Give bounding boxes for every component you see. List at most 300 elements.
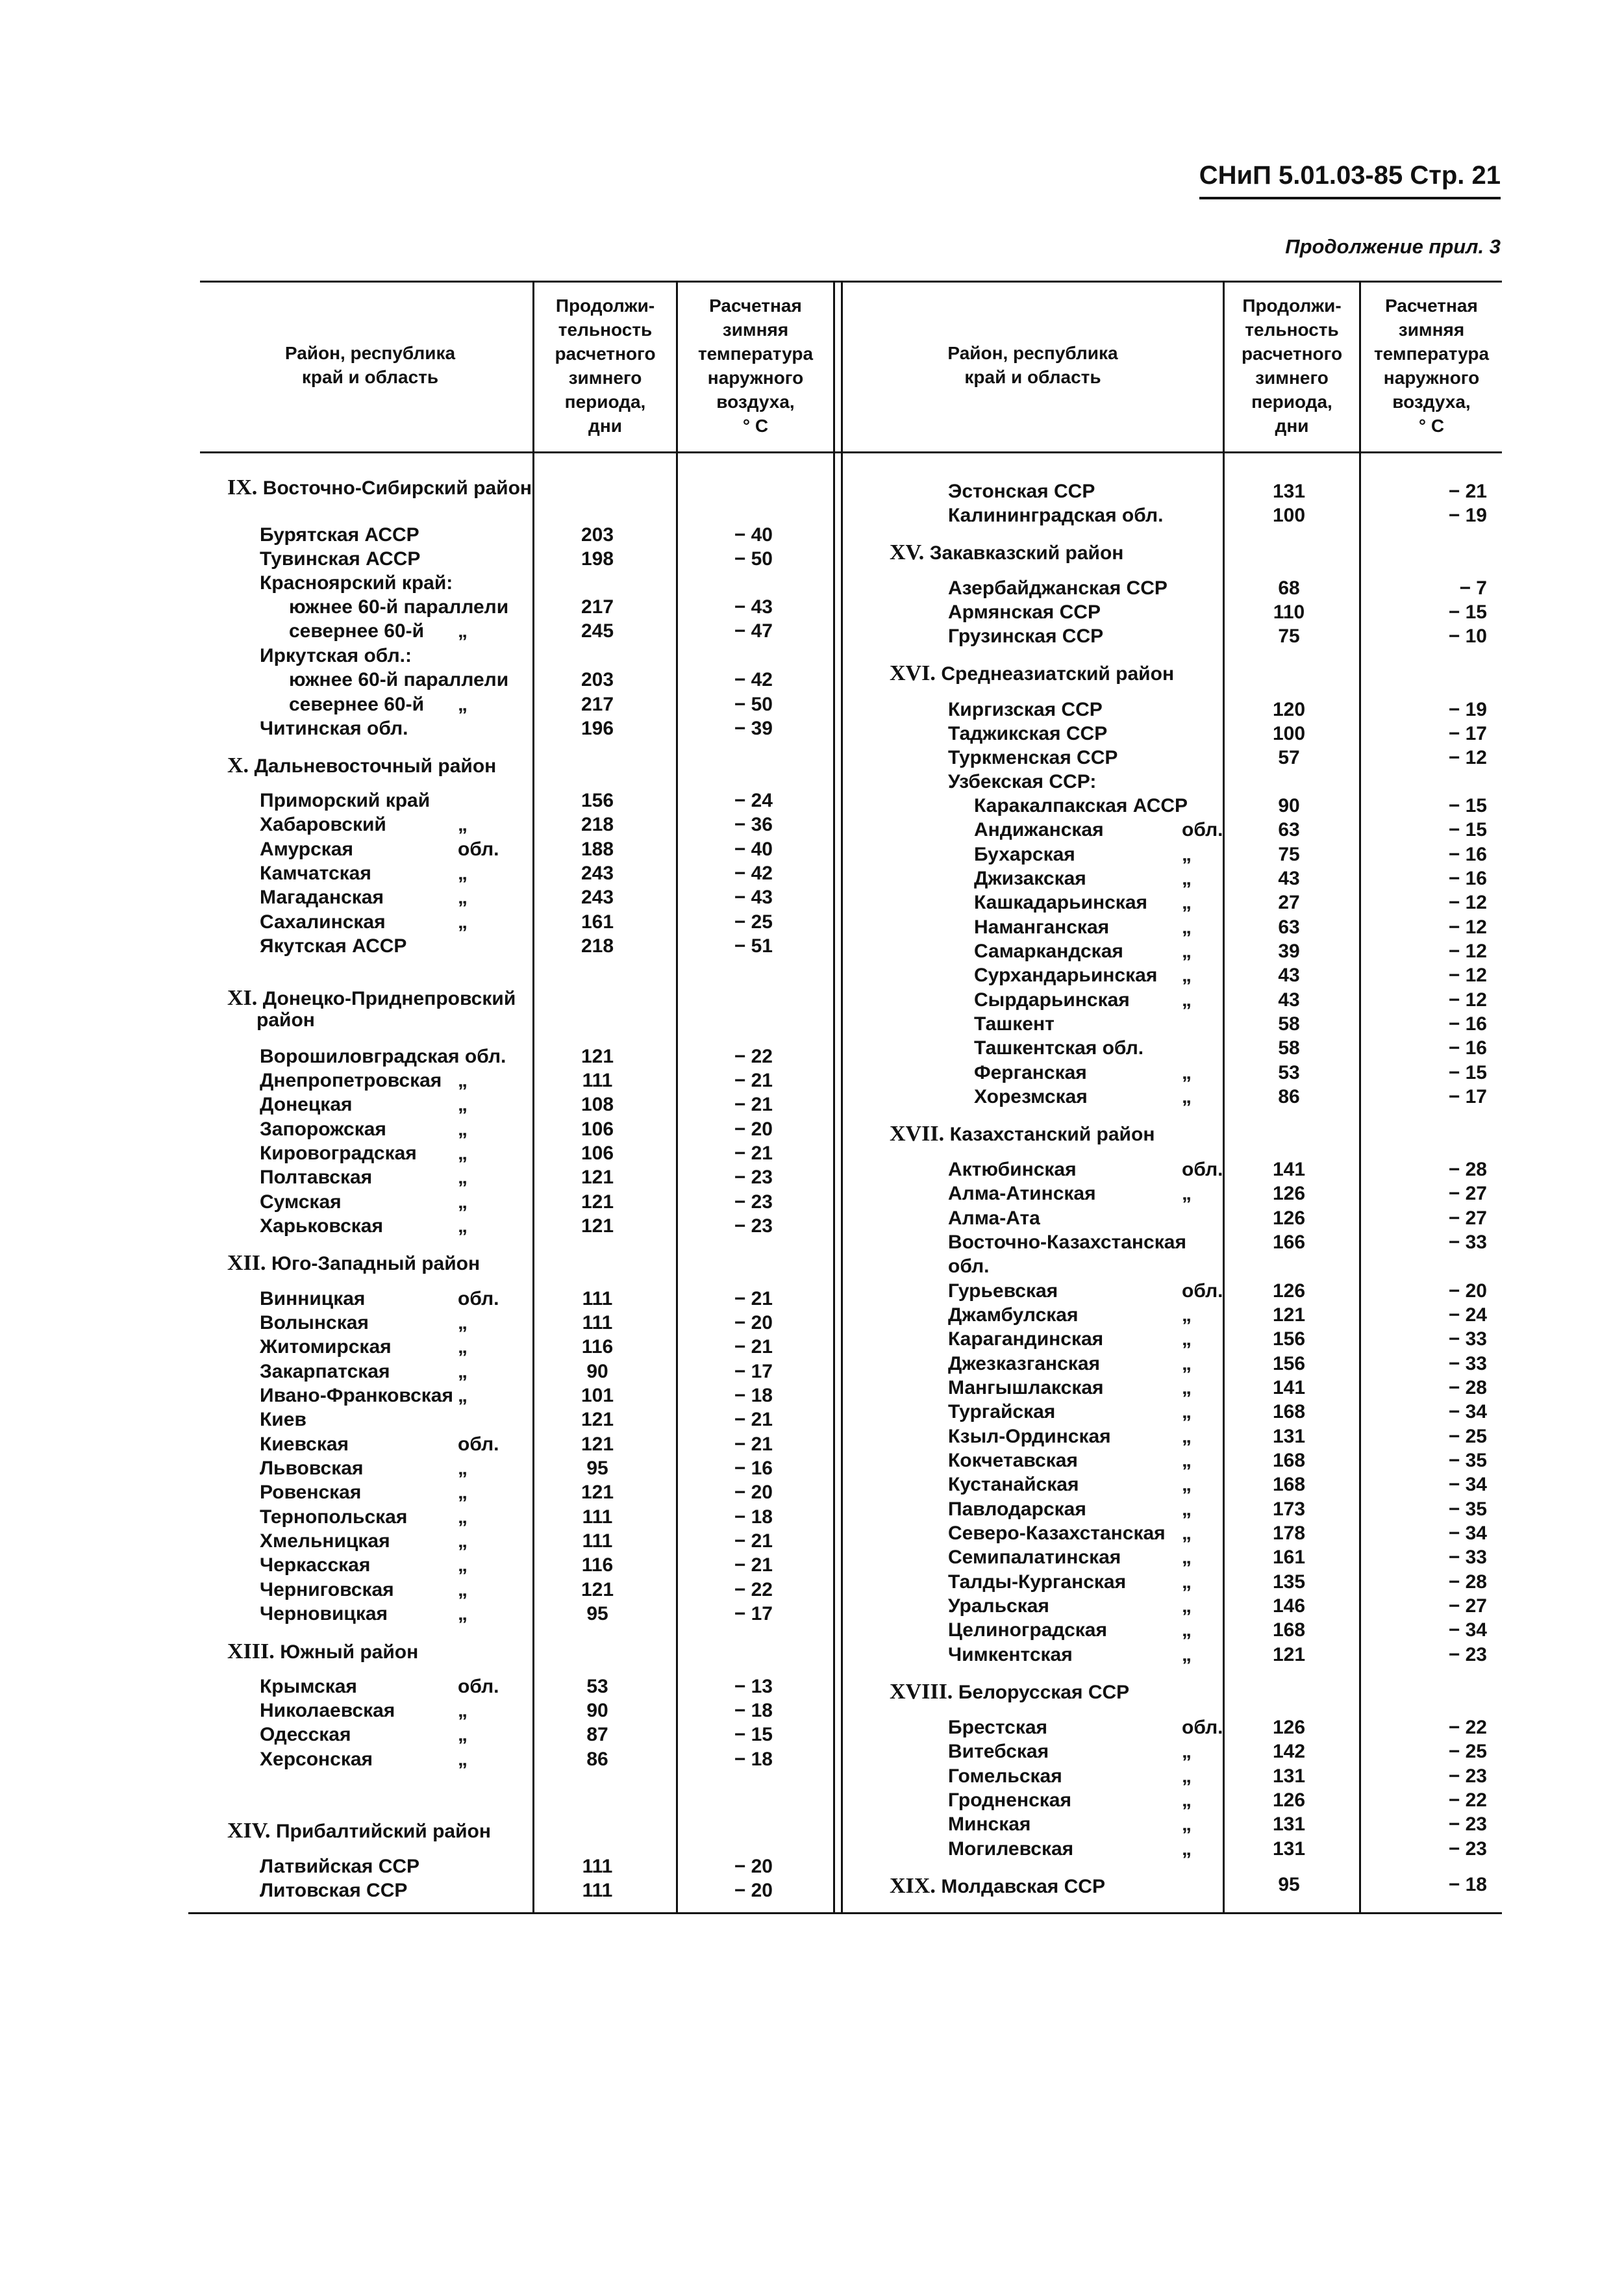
winter-temperature: − 34: [1448, 1474, 1487, 1495]
region-suffix: „: [1182, 1401, 1192, 1422]
region-name: [260, 1506, 407, 1528]
region-name-text: Харьковская: [260, 1215, 383, 1237]
winter-temperature: − 35: [1448, 1450, 1487, 1471]
region-suffix: „: [458, 1749, 468, 1770]
table-row: [877, 1765, 1502, 1789]
duration-days: 121: [581, 1046, 614, 1067]
region-name-text: Кировоградская: [260, 1143, 417, 1164]
region-suffix: „: [458, 1143, 468, 1164]
region-suffix: „: [1182, 1377, 1192, 1398]
winter-temperature: − 19: [1448, 505, 1487, 526]
header-line: наружного: [707, 368, 804, 388]
section-title: [227, 986, 516, 1011]
region-name-text: Витебская: [948, 1741, 1049, 1762]
region-name: [948, 771, 1096, 793]
region-name: [974, 916, 1109, 939]
region-name: [289, 620, 424, 642]
winter-temperature: − 27: [1448, 1207, 1487, 1229]
region-name-text: Киевская: [260, 1434, 349, 1455]
region-name: [260, 790, 430, 812]
region-name-text: Могилевская: [948, 1838, 1074, 1860]
winter-temperature: − 36: [734, 814, 773, 835]
header-line: периода,: [1251, 392, 1332, 412]
region-name-text: севернее 60-й: [289, 694, 425, 715]
duration-days: 111: [582, 1530, 613, 1552]
winter-temperature: − 27: [1448, 1595, 1487, 1617]
region-suffix: „: [458, 1070, 468, 1091]
header-line: Район, республика: [284, 343, 456, 363]
region-name-text: Хмельницкая: [260, 1530, 390, 1552]
region-suffix: „: [1182, 1547, 1192, 1568]
region-name-text: Алма-Ата: [948, 1207, 1040, 1229]
duration-days: 156: [581, 790, 614, 811]
region-name-text: Сырдарьинская: [974, 989, 1130, 1011]
duration-days: 131: [1272, 1765, 1306, 1787]
region-suffix: „: [1182, 1304, 1192, 1326]
duration-days: 146: [1272, 1595, 1306, 1617]
region-suffix: обл.: [1182, 819, 1223, 840]
region-name: [260, 1191, 342, 1213]
region-name: [974, 1086, 1088, 1108]
winter-temperature: − 18: [734, 1749, 773, 1770]
duration-days: 126: [1272, 1183, 1306, 1204]
region-name: [948, 1498, 1086, 1521]
winter-temperature: − 12: [1448, 747, 1487, 768]
table-row: [195, 1434, 833, 1458]
winter-temperature: − 22: [734, 1579, 773, 1600]
duration-days: 101: [581, 1385, 614, 1406]
region-name: [289, 694, 424, 716]
winter-temperature: − 50: [734, 548, 773, 570]
region-name-text: Донецко-Приднепровский: [262, 988, 516, 1009]
winter-temperature: − 25: [1448, 1426, 1487, 1447]
region-name-text: севернее 60-й: [289, 620, 425, 642]
region-name-text: Волынская: [260, 1312, 369, 1333]
table-row: [195, 1336, 833, 1360]
region-name: [260, 1676, 357, 1698]
winter-temperature: − 47: [734, 620, 773, 642]
section-heading-row: [195, 1639, 833, 1663]
region-name-text: Юго-Западный район: [271, 1253, 481, 1274]
region-name: [260, 1700, 395, 1722]
table-row: [195, 524, 833, 548]
table-row: [195, 790, 833, 814]
table-row: [877, 577, 1502, 601]
section-heading-row: [877, 540, 1502, 564]
section-heading-row: [195, 1819, 833, 1843]
region-name: [948, 1450, 1078, 1472]
winter-temperature: − 12: [1448, 965, 1487, 986]
region-name: [948, 1523, 1166, 1545]
table-row: [195, 620, 833, 644]
table-row: [195, 863, 833, 887]
table-row: [877, 989, 1502, 1013]
winter-temperature: − 28: [1448, 1571, 1487, 1593]
table-row: [877, 965, 1502, 989]
region-name: [260, 1458, 363, 1480]
winter-temperature: − 22: [1448, 1789, 1487, 1811]
header-line: зимнего: [568, 368, 642, 388]
winter-temperature: − 34: [1448, 1619, 1487, 1641]
winter-temperature: − 22: [734, 1046, 773, 1067]
table-row: [877, 844, 1502, 868]
table-row: [195, 1385, 833, 1409]
header-line: периода,: [564, 392, 646, 412]
duration-days: 90: [586, 1700, 608, 1721]
region-name: [948, 1280, 1058, 1302]
table-row: [877, 1328, 1502, 1352]
winter-temperature: − 24: [734, 790, 773, 811]
table-row: [877, 1304, 1502, 1328]
region-suffix: „: [458, 814, 468, 835]
region-name-text: Черниговская: [260, 1579, 394, 1600]
region-name-text: Закавказский район: [929, 542, 1124, 564]
winter-temperature: − 34: [1448, 1401, 1487, 1422]
region-name: [260, 548, 420, 570]
winter-temperature: − 23: [734, 1167, 773, 1188]
winter-temperature: − 23: [734, 1215, 773, 1237]
duration-days: 198: [581, 548, 614, 570]
duration-days: 156: [1272, 1353, 1306, 1374]
region-name-text: Амурская: [260, 839, 353, 860]
table-row: [877, 1498, 1502, 1523]
region-name: [260, 718, 408, 740]
region-name-text: Калининградская обл.: [948, 505, 1164, 526]
region-name: [260, 1361, 390, 1383]
region-name-text: Джезказганская: [948, 1353, 1101, 1374]
table-row: [195, 1724, 833, 1748]
winter-temperature: − 15: [1448, 795, 1487, 816]
winter-temperature: − 21: [734, 1409, 773, 1430]
region-name-text: Якутская АССР: [260, 935, 407, 957]
winter-temperature: − 13: [734, 1676, 773, 1697]
duration-days: 100: [1272, 505, 1306, 526]
duration-days: 131: [1272, 1426, 1306, 1447]
table-row: [877, 1571, 1502, 1595]
region-name-text: Каракалпакская АССР: [974, 795, 1188, 816]
region-name-text: Тувинская АССР: [260, 548, 421, 570]
region-name: [974, 965, 1157, 987]
duration-days: 121: [581, 1191, 614, 1213]
header-line: Продолжи-: [1242, 296, 1342, 316]
region-name-text: Северо-Казахстанская: [948, 1523, 1166, 1544]
region-name: [974, 989, 1130, 1011]
region-name-text: Закарпатская: [260, 1361, 390, 1382]
region-name-text: Брестская: [948, 1717, 1048, 1738]
column-divider: [841, 281, 843, 1912]
table-row: [877, 1280, 1502, 1304]
region-name: [948, 1426, 1111, 1448]
column-header-region: [214, 341, 526, 389]
duration-days: 106: [581, 1143, 614, 1164]
section-number: XVII.: [890, 1122, 950, 1146]
region-suffix: „: [458, 1167, 468, 1188]
region-name-text: Чимкентская: [948, 1644, 1073, 1665]
region-name: [260, 1749, 373, 1771]
duration-days: 87: [586, 1724, 608, 1745]
region-suffix: „: [1182, 1183, 1192, 1204]
duration-days: 131: [1272, 1813, 1306, 1835]
region-name-text: Магаданская: [260, 887, 384, 908]
header-line: воздуха,: [716, 392, 795, 412]
winter-temperature: − 25: [734, 911, 773, 933]
winter-temperature: − 40: [734, 524, 773, 546]
section-title: [227, 475, 532, 500]
table-row: [877, 747, 1502, 771]
region-name: [948, 601, 1101, 624]
duration-days: 217: [581, 596, 614, 618]
region-suffix: „: [458, 1458, 468, 1479]
section-title: [227, 1819, 491, 1843]
region-name: [260, 1312, 369, 1334]
region-name: [948, 1547, 1121, 1569]
duration-days: 243: [581, 863, 614, 884]
region-name-text: Черкасская: [260, 1554, 371, 1576]
winter-temperature: − 22: [1448, 1717, 1487, 1738]
region-suffix: „: [1182, 1813, 1192, 1835]
duration-days: 90: [1278, 795, 1300, 816]
region-name: [948, 1183, 1096, 1205]
duration-days: 218: [581, 814, 614, 835]
duration-days: 95: [586, 1458, 608, 1479]
region-name-text: Андижанская: [974, 819, 1104, 840]
region-suffix: „: [1182, 1062, 1192, 1083]
table-row: [877, 723, 1502, 747]
table-row: [877, 1013, 1502, 1037]
table-row: [195, 1409, 833, 1433]
winter-temperature: − 16: [1448, 1013, 1487, 1035]
winter-temperature: − 43: [734, 596, 773, 618]
region-name-text: район: [256, 1009, 315, 1031]
region-name: [948, 1401, 1055, 1423]
region-name-text: Гродненская: [948, 1789, 1071, 1811]
table-top-rule: [200, 281, 1502, 283]
section-number: IX.: [227, 475, 263, 499]
region-name: [948, 625, 1103, 648]
region-name: [974, 1013, 1055, 1035]
region-name: [260, 1143, 417, 1165]
duration-days: 53: [1278, 1062, 1300, 1083]
winter-temperature: − 15: [734, 1724, 773, 1745]
region-name-text: Гурьевская: [948, 1280, 1058, 1302]
winter-temperature: − 21: [734, 1288, 773, 1309]
region-suffix: „: [1182, 1741, 1192, 1762]
table-row: [877, 1789, 1502, 1813]
region-name-text: Бухарская: [974, 844, 1075, 865]
header-line: край и область: [964, 367, 1101, 387]
table-row: [877, 1813, 1502, 1838]
region-name: [948, 1304, 1078, 1326]
winter-temperature: − 27: [1448, 1183, 1487, 1204]
winter-temperature: − 15: [1448, 1062, 1487, 1083]
region-name: [260, 911, 386, 933]
duration-days: 100: [1272, 723, 1306, 744]
region-name: [948, 481, 1095, 503]
region-name-text: Запорожская: [260, 1118, 386, 1140]
table-row: [877, 1838, 1502, 1862]
document-code: СНиП 5.01.03-85 Стр. 21: [1199, 161, 1501, 199]
table-row: [877, 505, 1502, 529]
region-name-text: Хабаровский: [260, 814, 386, 835]
duration-days: 173: [1272, 1498, 1306, 1520]
region-name: [948, 1765, 1062, 1788]
region-suffix: „: [1182, 1571, 1192, 1593]
region-name-text: Винницкая: [260, 1288, 366, 1309]
region-name-text: Молдавская ССР: [941, 1876, 1105, 1897]
duration-days: 111: [582, 1288, 613, 1309]
region-suffix: „: [458, 694, 468, 715]
winter-temperature: − 16: [1448, 868, 1487, 889]
region-name-text: Одесская: [260, 1724, 351, 1745]
region-name-text: Белорусская ССР: [958, 1682, 1130, 1703]
region-name: [289, 596, 508, 618]
winter-temperature: − 40: [734, 839, 773, 860]
region-name: [974, 892, 1147, 914]
header-line: расчетного: [1241, 344, 1343, 364]
duration-days: 111: [582, 1880, 613, 1901]
region-name-text: Минская: [948, 1813, 1031, 1835]
winter-temperature: − 39: [734, 718, 773, 739]
section-title: [890, 540, 1123, 565]
continuation-label: Продолжение прил. 3: [1285, 235, 1501, 258]
winter-temperature: − 20: [734, 1880, 773, 1901]
region-suffix: „: [1182, 989, 1192, 1011]
region-name-text: Иркутская обл.:: [260, 645, 412, 666]
table-row: [877, 819, 1502, 843]
region-name-text: Уральская: [948, 1595, 1049, 1617]
duration-days: 57: [1278, 747, 1300, 768]
table-row: [195, 1856, 833, 1880]
region-suffix: „: [1182, 1474, 1192, 1495]
region-name: [260, 1880, 407, 1902]
table-row: [195, 1603, 833, 1627]
region-suffix: „: [1182, 892, 1192, 913]
duration-days: 58: [1278, 1037, 1300, 1059]
region-name-text: Казахстанский район: [949, 1124, 1155, 1145]
region-name-text: Черновицкая: [260, 1603, 388, 1624]
duration-days: 188: [581, 839, 614, 860]
winter-temperature: − 21: [1448, 481, 1487, 502]
winter-temperature: − 18: [1448, 1874, 1487, 1895]
region-name-text: Львовская: [260, 1458, 364, 1479]
region-name: [260, 839, 353, 861]
region-name-text: Туркменская ССР: [948, 747, 1118, 768]
duration-days: 178: [1272, 1523, 1306, 1544]
duration-days: 121: [1272, 1304, 1306, 1326]
winter-temperature: − 42: [734, 863, 773, 884]
duration-days: 53: [586, 1676, 608, 1697]
header-line: воздуха,: [1392, 392, 1471, 412]
region-suffix: „: [458, 1361, 468, 1382]
table-row: [195, 839, 833, 863]
table-row: [195, 1191, 833, 1215]
region-name-text: Киев: [260, 1409, 306, 1430]
table-row: [877, 941, 1502, 965]
duration-days: 131: [1272, 481, 1306, 502]
duration-days: 168: [1272, 1474, 1306, 1495]
region-suffix: „: [458, 911, 468, 933]
region-name: [289, 669, 508, 691]
table-row: [195, 645, 833, 669]
duration-days: 86: [586, 1749, 608, 1770]
region-name-text: Житомирская: [260, 1336, 392, 1358]
region-name-text: Южный район: [280, 1641, 419, 1663]
region-suffix: „: [458, 887, 468, 908]
region-name-text: Полтавская: [260, 1167, 373, 1188]
winter-temperature: − 10: [1448, 625, 1487, 647]
duration-days: 95: [586, 1603, 608, 1624]
header-line: зимняя: [1398, 320, 1465, 340]
region-suffix: „: [1182, 965, 1192, 986]
duration-days: 39: [1278, 941, 1300, 962]
table-row: [877, 1086, 1502, 1110]
region-name: [948, 1717, 1047, 1739]
table-row: [195, 1676, 833, 1700]
region-name: [260, 1434, 349, 1456]
region-name: [260, 1046, 506, 1068]
duration-days: 161: [1272, 1547, 1306, 1568]
header-line: дни: [588, 416, 622, 436]
header-bottom-rule: [200, 451, 1502, 453]
duration-days: 111: [582, 1856, 613, 1877]
table-row: [195, 1482, 833, 1506]
region-suffix: „: [458, 1506, 468, 1528]
duration-days: 126: [1272, 1789, 1306, 1811]
column-header-duration: [534, 294, 676, 438]
column-header-temperature: [678, 294, 833, 438]
duration-days: 110: [1273, 601, 1305, 623]
region-name-text: обл.: [948, 1256, 990, 1277]
region-name: [260, 863, 371, 885]
region-name: [948, 1619, 1107, 1641]
table-row: [877, 1183, 1502, 1207]
winter-temperature: − 21: [734, 1143, 773, 1164]
winter-temperature: − 16: [1448, 1037, 1487, 1059]
region-name: [260, 1724, 351, 1746]
header-line: ° С: [1418, 416, 1445, 436]
table-row: [877, 771, 1502, 795]
header-line: Расчетная: [1385, 296, 1478, 316]
duration-days: 161: [581, 911, 614, 933]
table-row: [195, 1880, 833, 1904]
region-name: [948, 1595, 1049, 1617]
region-suffix: „: [458, 1579, 468, 1600]
section-title: [227, 753, 496, 778]
region-suffix: „: [458, 1191, 468, 1213]
duration-days: 121: [581, 1579, 614, 1600]
region-suffix: „: [458, 1312, 468, 1333]
region-name: [948, 1474, 1079, 1496]
region-name-text: Красноярский край:: [260, 572, 453, 594]
section-number: XVIII.: [890, 1680, 958, 1704]
winter-temperature: − 23: [1448, 1838, 1487, 1860]
region-name-text: Кокчетавская: [948, 1450, 1078, 1471]
section-number: XIX.: [890, 1874, 942, 1898]
duration-days: 218: [581, 935, 614, 957]
winter-temperature: − 12: [1448, 941, 1487, 962]
region-name: [974, 1037, 1143, 1059]
table-row: [195, 669, 833, 693]
winter-temperature: − 19: [1448, 699, 1487, 720]
region-name: [974, 844, 1075, 866]
region-suffix: „: [1182, 1353, 1192, 1374]
region-name: [260, 1288, 365, 1310]
winter-temperature: − 16: [1448, 844, 1487, 865]
region-name-text: Хорезмская: [974, 1086, 1088, 1107]
winter-temperature: − 12: [1448, 989, 1487, 1011]
region-name: [948, 1377, 1104, 1399]
table-row: [877, 1474, 1502, 1498]
